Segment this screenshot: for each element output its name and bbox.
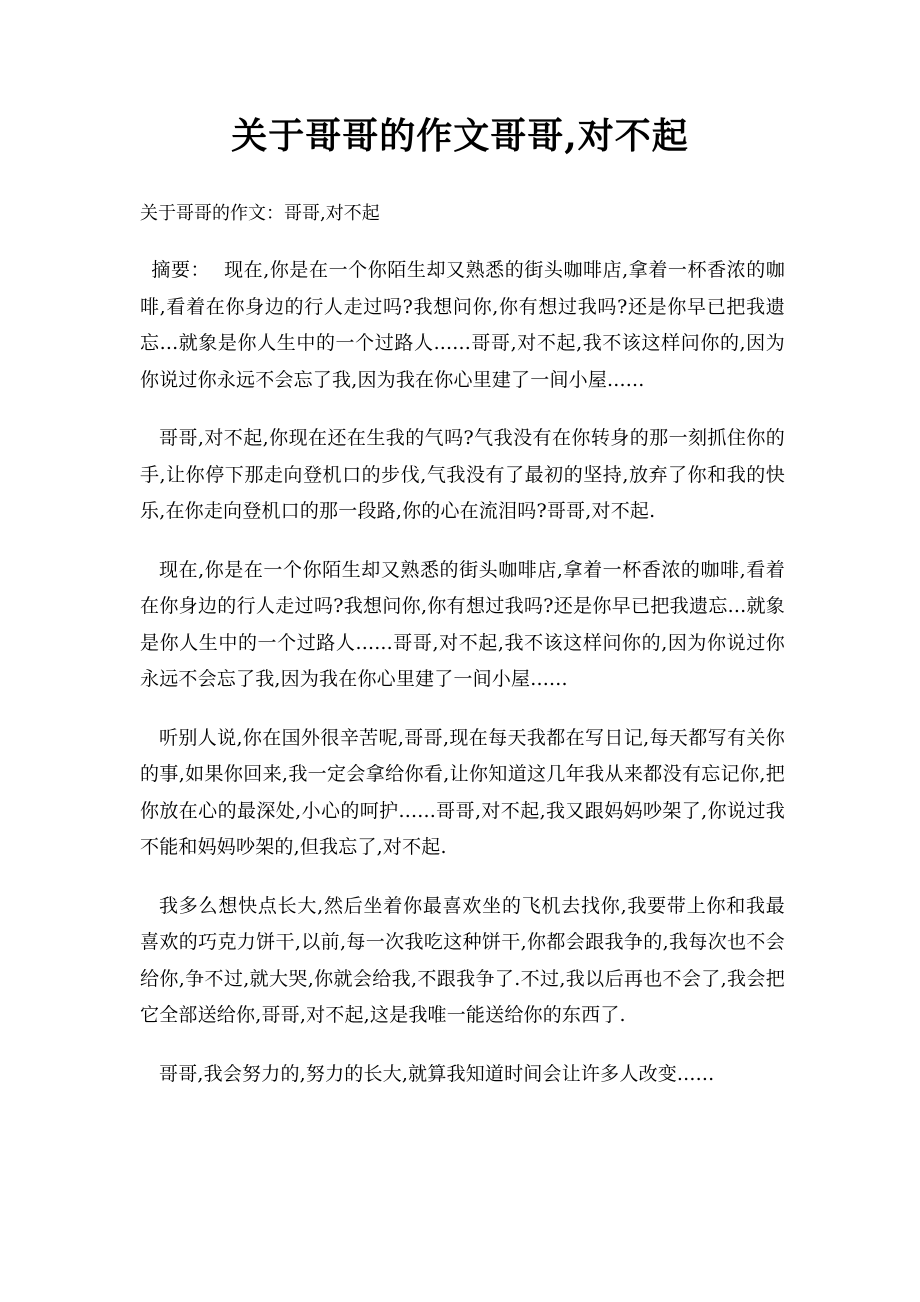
body-paragraph-1: 哥哥,对不起,你现在还在生我的气吗?气我没有在你转身的那一刻抓住你的手,让你停下那走向登机口的步伐,气我没有了最初的坚持,放弃了你和我的快乐,在你走向登机口的那一段路,你的心在流泪吗?哥哥,对不起.: [140, 427, 785, 522]
abstract-label: 摘要：: [151, 259, 211, 281]
body-paragraph-2: 现在,你是在一个你陌生却又熟悉的街头咖啡店,拿着一杯香浓的咖啡,看着在你身边的行人走过吗?我想问你,你有想过我吗?还是你早已把我遗忘...就象是你人生中的一个过路人......哥哥,对不起,我不该这样问你的,因为你说过你永远不会忘了我,因为我在你心里建了一间小屋......: [140, 558, 785, 690]
document-title: 关于哥哥的作文哥哥,对不起: [231, 115, 689, 157]
document-subtitle: 关于哥哥的作文：哥哥,对不起: [140, 203, 380, 224]
document-body: [140, 252, 785, 1114]
body-paragraph-5: 哥哥,我会努力的,努力的长大,就算我知道时间会让许多人改变......: [159, 1062, 715, 1085]
abstract-text: 现在,你是在一个你陌生却又熟悉的街头咖啡店,拿着一杯香浓的咖啡,看着在你身边的行人走过吗?我想问你,你有想过我吗?还是你早已把我遗忘...就象是你人生中的一个过路人......哥哥,对不起,我不该这样问你的,因为你说过你永远不会忘了我,因为我在你心里建了一间小屋......: [140, 259, 785, 391]
body-paragraph-4: 我多么想快点长大,然后坐着你最喜欢坐的飞机去找你,我要带上你和我最喜欢的巧克力饼干,以前,每一次我吃这种饼干,你都会跟我争的,我每次也不会给你,争不过,就大哭,你就会给我,不跟我争了.不过,我以后再也不会了,我会把它全部送给你,哥哥,对不起,这是我唯一能送给你的东西了.: [140, 894, 785, 1026]
body-paragraph-3: 听别人说,你在国外很辛苦呢,哥哥,现在每天我都在写日记,每天都写有关你的事,如果你回来,我一定会拿给你看,让你知道这几年我从来都没有忘记你,把你放在心的最深处,小心的呵护......哥哥,对不起,我又跟妈妈吵架了,你说过我不能和妈妈吵架的,但我忘了,对不起.: [140, 726, 785, 858]
abstract-paragraph: [140, 252, 785, 398]
